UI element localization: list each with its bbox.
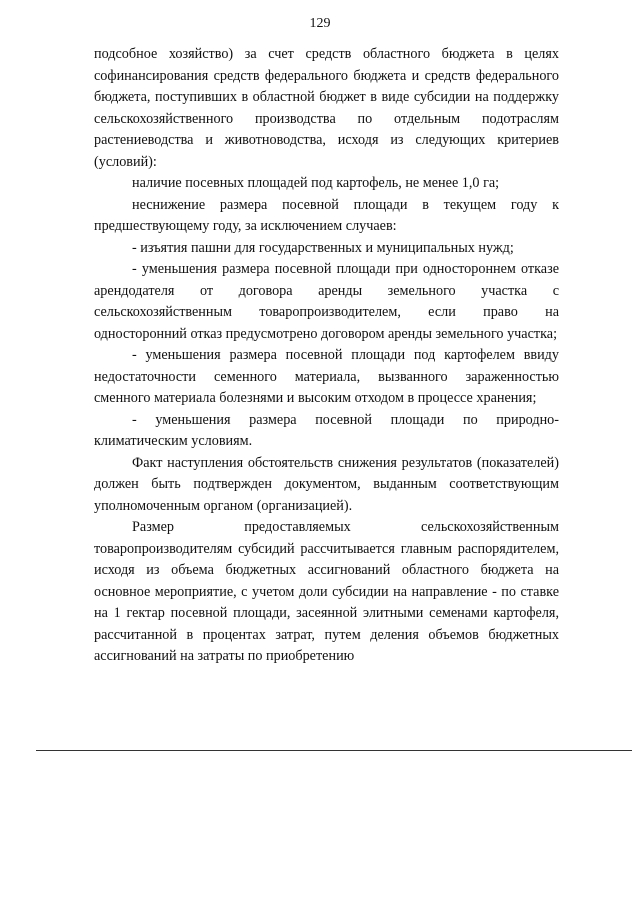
page-number: 129 <box>309 16 331 31</box>
paragraph-exception-seed-shortage: - уменьшения размера посевной площади под картофелем ввиду недостаточности семенного материала, вызванного зараженностью сменного материала болезнями и высоким отходом в процессе хранения; <box>94 347 559 406</box>
paragraph-subsidy-calculation: Размер предоставляемых сельскохозяйственным товаропроизводителям субсидий рассчитывается главным распорядителем, исходя из объема бюджетных ассигнований областного бюджета на основное мероприятие, с учетом доли субсидии на направление - по ставке на 1 гектар посевной площади, засеянной элитными семенами картофеля, рассчитанной в процентах затрат, путем деления объемов бюджетных ассигнований на затраты по приобретению <box>94 519 559 664</box>
paragraph-criterion-potato-area: наличие посевных площадей под картофель, не менее 1,0 га; <box>132 175 500 191</box>
document-body <box>94 44 559 668</box>
paragraph-fact-confirmation: Факт наступления обстоятельств снижения результатов (показателей) должен быть подтвержден документом, выданным соответствующим уполномоченным органом (организацией). <box>94 454 559 514</box>
paragraph-exception-lease-refusal: - уменьшения размера посевной площади при одностороннем отказе арендодателя от договора аренды земельного участка с сельскохозяйственным товаропроизводителем, если право на односторонний отказ предусмотрено договором аренды земельного участка; <box>94 261 559 342</box>
paragraph-exception-seizure: - изъятия пашни для государственных и муниципальных нужд; <box>132 239 514 256</box>
paragraph-intro: подсобное хозяйство) за счет средств областного бюджета в целях софинансирования средств федерального бюджета и средств федерального бюджета, поступивших в областной бюджет в виде субсидии на поддержку сельскохозяйственного производства по отдельным подотраслям растениеводства и животноводства, исходя из следующих критериев (условий): <box>94 46 559 170</box>
bottom-divider-line <box>36 750 632 751</box>
paragraph-exception-climate: - уменьшения размера посевной площади по природно-климатическим условиям. <box>94 411 559 449</box>
paragraph-criterion-no-reduction: неснижение размера посевной площади в текущем году к предшествующему году, за исключением случаев: <box>94 196 559 234</box>
